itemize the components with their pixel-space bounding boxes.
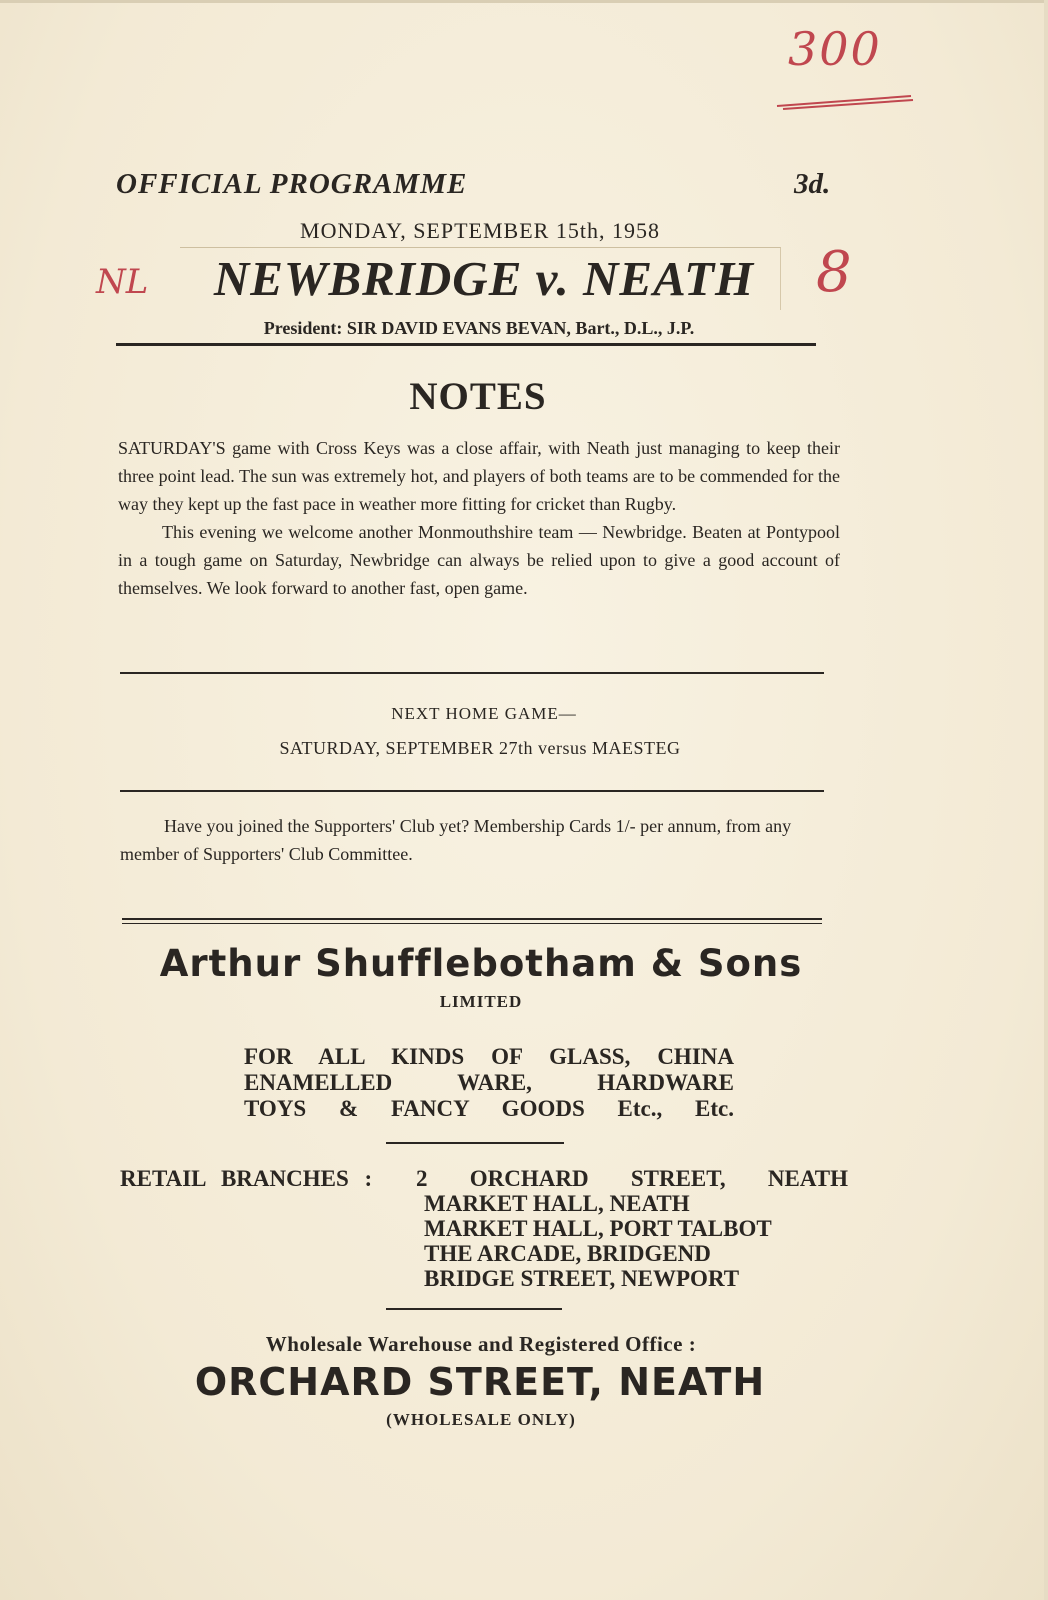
goods-line: ENAMELLED WARE, HARDWARE	[244, 1070, 734, 1095]
notes-paragraph: This evening we welcome another Monmouthshire team — Newbridge. Beaten at Pontypool in a tough game on Saturday, Newbridge can always be relied upon to give a good account of themselves. We look forward to another fast, open game.	[118, 522, 840, 598]
page-edge-right	[1044, 0, 1048, 1600]
branch-address: 2 ORCHARD STREET, NEATH	[416, 1166, 848, 1191]
retail-branches-label: RETAIL BRANCHES :	[120, 1166, 373, 1191]
club-president: President: SIR DAVID EVANS BEVAN, Bart., D.L., J.P.	[263, 318, 695, 338]
header-divider	[116, 343, 816, 346]
advert-top-divider	[122, 918, 822, 920]
handwritten-underline	[775, 92, 915, 110]
branches-divider	[386, 1308, 562, 1310]
handwritten-nl-mark: NL	[96, 262, 149, 302]
branch-address: MARKET HALL, NEATH	[424, 1191, 690, 1216]
notes-paragraph: SATURDAY'S game with Cross Keys was a close affair, with Neath just managing to keep their three point lead. The sun was extremely hot, and players of both teams are to be commended for the way they kept up the fast pace in weather more fitting for cricket than Rugby.	[118, 438, 840, 514]
advertiser-suffix: LIMITED	[439, 992, 523, 1011]
wholesale-address: ORCHARD STREET, NEATH	[194, 1360, 766, 1404]
handwritten-price: 300	[788, 22, 882, 76]
goods-divider	[386, 1142, 564, 1144]
match-title: NEWBRIDGE v. NEATH	[213, 251, 755, 306]
match-date: MONDAY, SEPTEMBER 15th, 1958	[300, 218, 660, 243]
next-game-details: SATURDAY, SEPTEMBER 27th versus MAESTEG	[279, 738, 681, 758]
next-game-heading: NEXT HOME GAME—	[391, 704, 577, 723]
goods-line: TOYS & FANCY GOODS Etc., Etc.	[244, 1096, 734, 1121]
supporters-club-notice	[120, 812, 842, 868]
branch-address: MARKET HALL, PORT TALBOT	[424, 1216, 772, 1241]
notes-heading: NOTES	[409, 375, 547, 418]
handwritten-score-mark: 8	[816, 240, 852, 305]
advertiser-name: Arthur Shufflebotham & Sons	[159, 942, 803, 985]
page-edge	[0, 0, 1048, 3]
wholesale-label: Wholesale Warehouse and Registered Office :	[265, 1332, 697, 1356]
retail-branches-list	[416, 1166, 848, 1291]
notes-body	[118, 434, 840, 602]
wholesale-note: (WHOLESALE ONLY)	[386, 1410, 576, 1429]
branch-address: BRIDGE STREET, NEWPORT	[424, 1266, 740, 1291]
branch-address: THE ARCADE, BRIDGEND	[424, 1241, 711, 1266]
programme-title: OFFICIAL PROGRAMME	[116, 168, 468, 200]
programme-price: 3d.	[794, 168, 831, 200]
notes-divider	[120, 672, 824, 674]
advert-goods-list	[244, 1044, 734, 1122]
next-game-divider	[120, 790, 824, 792]
supporters-text: Have you joined the Supporters' Club yet? Membership Cards 1/- per annum, from any member of Supporters' Club Committee.	[120, 816, 792, 864]
goods-line: FOR ALL KINDS OF GLASS, CHINA	[244, 1044, 734, 1069]
